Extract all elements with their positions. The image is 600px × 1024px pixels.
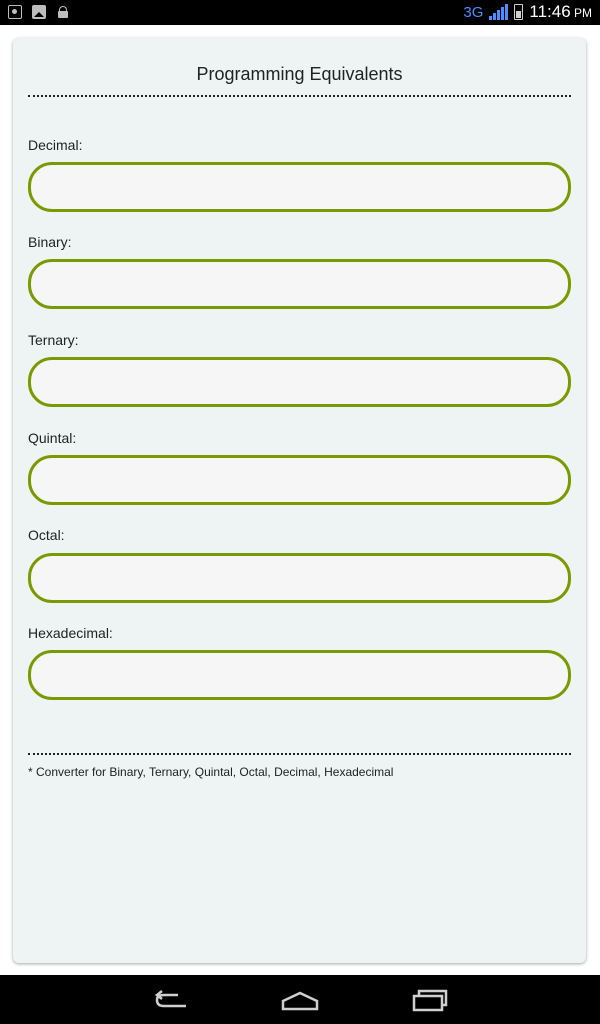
quintal-input[interactable] [28,455,571,505]
ternary-input[interactable] [28,357,571,407]
page-title: Programming Equivalents [196,64,403,84]
quintal-label: Quintal: [28,430,77,446]
screenshot-icon [8,5,22,19]
decimal-label: Decimal: [28,137,83,153]
lock-icon [56,5,70,19]
footer-divider [28,753,571,755]
octal-input[interactable] [28,553,571,603]
ternary-label: Ternary: [28,332,79,348]
back-button[interactable] [152,985,192,1015]
clock-time: 11:46 [529,2,571,21]
hexadecimal-label: Hexadecimal: [28,625,113,641]
binary-label: Binary: [28,234,72,250]
gallery-icon [32,5,46,19]
title-divider [28,95,571,97]
footnote: * Converter for Binary, Ternary, Quintal, Octal, Decimal, Hexadecimal [28,765,394,779]
home-button[interactable] [280,985,320,1015]
system-status [463,2,592,22]
octal-label: Octal: [28,527,65,543]
status-bar [0,0,600,25]
signal-icon [489,4,508,20]
home-icon [280,985,320,1015]
decimal-input[interactable] [28,162,571,212]
converter-card [13,38,586,963]
clock [529,2,592,22]
clock-ampm: PM [574,6,592,20]
hexadecimal-input[interactable] [28,650,571,700]
binary-input[interactable] [28,259,571,309]
network-type: 3G [463,3,484,21]
notification-icons [8,5,70,19]
recent-apps-button[interactable] [410,985,450,1015]
back-icon [152,985,192,1015]
navigation-bar [0,975,600,1024]
battery-icon [514,4,523,20]
recent-apps-icon [410,985,450,1015]
